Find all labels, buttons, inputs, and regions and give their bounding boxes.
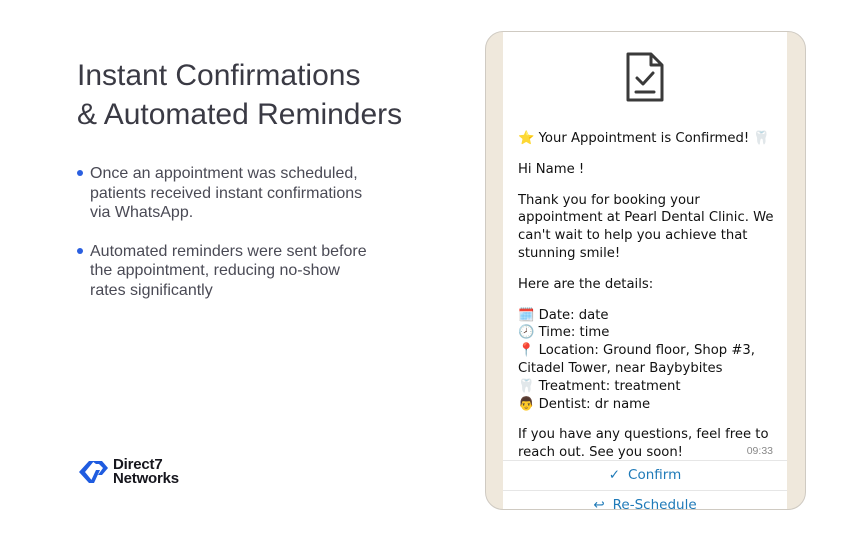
bullet-text: Automated reminders were sent before the appointment, reducing no-show rates significantly bbox=[90, 242, 367, 299]
message-thanks: Thank you for booking your appointment at Pearl Dental Clinic. We can't wait to help you achieve that stunning smile! bbox=[518, 192, 774, 261]
message-bubble bbox=[503, 32, 787, 509]
bullet-item-confirmations bbox=[77, 164, 377, 223]
reschedule-button[interactable] bbox=[503, 497, 787, 510]
brand-logo bbox=[77, 458, 179, 486]
title-line-1: Instant Confirmations bbox=[77, 59, 361, 92]
bullet-item-reminders bbox=[77, 242, 377, 301]
whatsapp-chat-preview bbox=[485, 31, 806, 510]
message-timestamp: 09:33 bbox=[746, 445, 773, 457]
document-check-icon bbox=[625, 51, 665, 103]
message-closing: If you have any questions, feel free to reach out. See you soon! bbox=[518, 427, 769, 461]
divider bbox=[503, 460, 787, 461]
message-heading: ⭐ Your Appointment is Confirmed! 🦷 bbox=[518, 131, 770, 146]
checkmark-icon: ✓ bbox=[608, 467, 621, 483]
detail-date: 🗓️ Date: date bbox=[518, 307, 609, 323]
bullet-dot-icon bbox=[77, 248, 83, 254]
brand-line-2: Networks bbox=[113, 470, 179, 487]
message-greeting: Hi Name ! bbox=[518, 161, 585, 177]
detail-dentist: 👨 Dentist: dr name bbox=[518, 396, 651, 412]
brand-wordmark bbox=[113, 458, 179, 486]
bullet-dot-icon bbox=[77, 170, 83, 176]
divider bbox=[503, 490, 787, 491]
detail-location: 📍 Location: Ground floor, Shop #3, Citadel Tower, near Baybybites bbox=[518, 343, 755, 376]
title-line-2: & Automated Reminders bbox=[77, 98, 403, 131]
reply-arrow-icon: ↩ bbox=[593, 497, 605, 510]
confirm-label: Confirm bbox=[628, 467, 682, 483]
detail-time: 🕗 Time: time bbox=[518, 325, 610, 341]
page-title bbox=[77, 56, 457, 134]
brand-line-1: Direct7 bbox=[113, 456, 163, 473]
detail-treatment: 🦷 Treatment: treatment bbox=[518, 378, 681, 394]
bullet-text: Once an appointment was scheduled, patients received instant confirmations via WhatsApp. bbox=[90, 165, 363, 221]
message-details-intro: Here are the details: bbox=[518, 276, 654, 292]
direct7-logo-icon bbox=[77, 459, 109, 485]
confirm-button[interactable] bbox=[503, 467, 787, 483]
bullet-list bbox=[77, 164, 377, 319]
message-text bbox=[518, 130, 780, 462]
reschedule-label: Re-Schedule bbox=[612, 497, 697, 510]
